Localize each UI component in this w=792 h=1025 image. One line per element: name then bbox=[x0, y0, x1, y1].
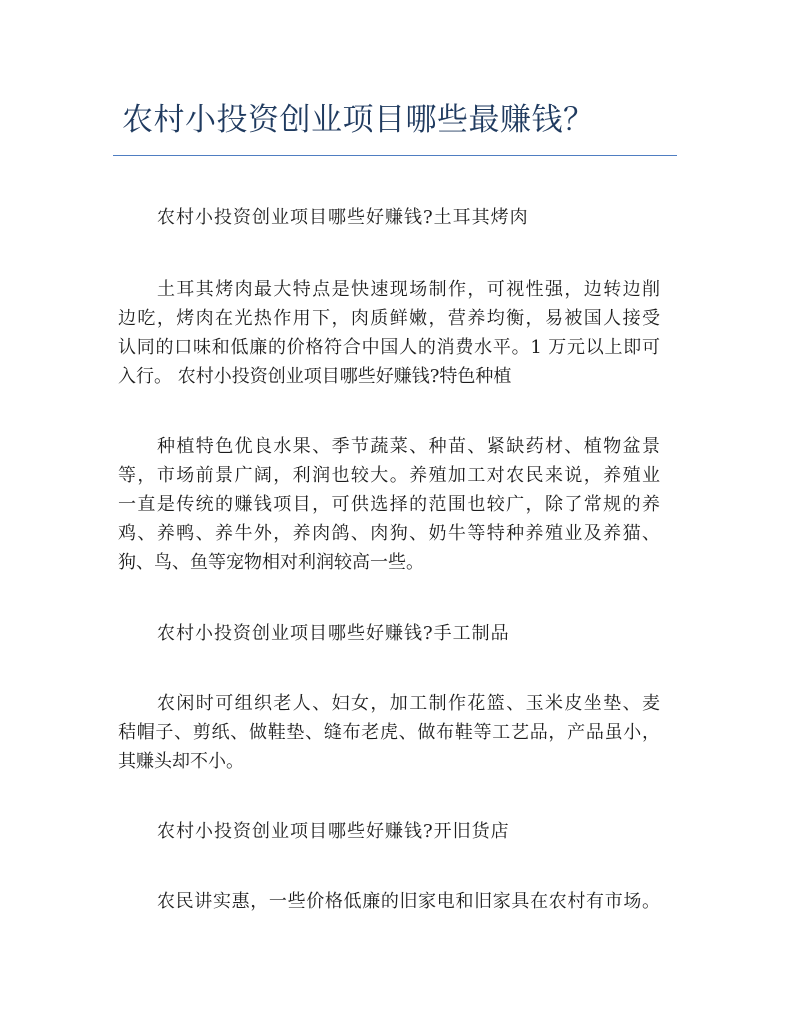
paragraph-line: 等，市场前景广阔，利润也较大。养殖加工对农民来说，养殖业 bbox=[118, 465, 660, 486]
page-title: 农村小投资创业项目哪些最赚钱？ bbox=[122, 102, 595, 138]
paragraph-line: 秸帽子、剪纸、做鞋垫、缝布老虎、做布鞋等工艺品，产品虽小， bbox=[118, 722, 660, 743]
section-heading-handicrafts: 农村小投资创业项目哪些好赚钱?手工制品 bbox=[157, 623, 510, 644]
paragraph-line: 土耳其烤肉最大特点是快速现场制作，可视性强，边转边削 bbox=[157, 279, 660, 300]
paragraph-line: 一直是传统的赚钱项目，可供选择的范围也较广，除了常规的养 bbox=[118, 494, 660, 515]
paragraph-line: 鸡、养鸭、养牛外，养肉鸽、肉狗、奶牛等特种养殖业及养猫、 bbox=[118, 523, 660, 544]
paragraph-line: 种植特色优良水果、季节蔬菜、种苗、紧缺药材、植物盆景 bbox=[157, 436, 660, 457]
paragraph-line: 入行。 农村小投资创业项目哪些好赚钱?特色种植 bbox=[118, 366, 512, 387]
paragraph-line: 其赚头却不小。 bbox=[118, 751, 244, 772]
paragraph-line: 认同的口味和低廉的价格符合中国人的消费水平。1 万元以上即可 bbox=[118, 337, 660, 358]
paragraph-line: 边吃，烤肉在光热作用下，肉质鲜嫩，营养均衡，易被国人接受 bbox=[118, 308, 660, 329]
paragraph-line: 农闲时可组织老人、妇女，加工制作花篮、玉米皮坐垫、麦 bbox=[157, 693, 660, 714]
title-divider bbox=[113, 155, 677, 156]
section-heading-turkish-kebab: 农村小投资创业项目哪些好赚钱?土耳其烤肉 bbox=[157, 207, 529, 228]
section-heading-secondhand-store: 农村小投资创业项目哪些好赚钱?开旧货店 bbox=[157, 821, 510, 842]
paragraph-line: 农民讲实惠，一些价格低廉的旧家电和旧家具在农村有市场。 bbox=[157, 891, 660, 912]
paragraph-line: 狗、鸟、鱼等宠物相对利润较高一些。 bbox=[118, 552, 424, 573]
